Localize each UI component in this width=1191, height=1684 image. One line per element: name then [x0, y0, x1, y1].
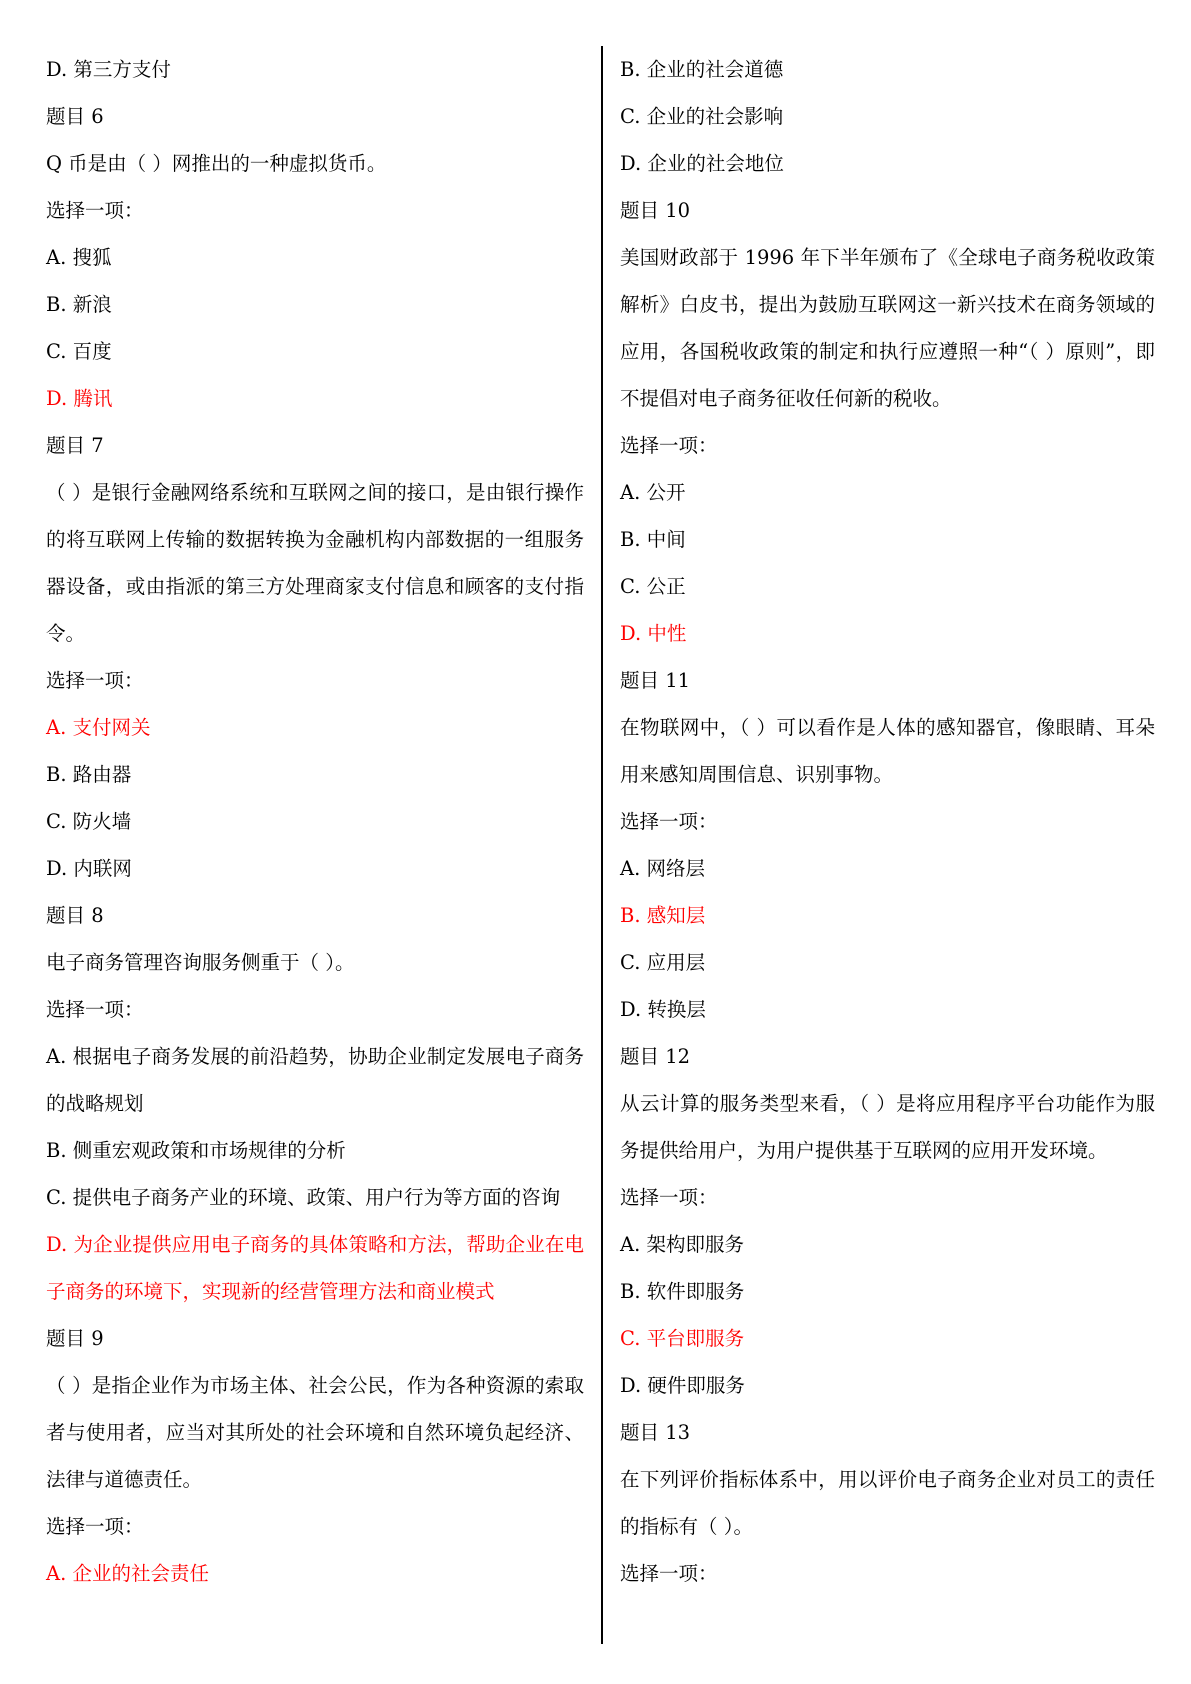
- question-heading: 题目 10: [620, 199, 691, 222]
- choose-one-label: 选择一项：: [620, 434, 718, 457]
- option-b: B. 中间: [620, 528, 686, 551]
- choose-one-label: 选择一项：: [46, 669, 144, 692]
- question-text: 美国财政部于 1996 年下半年颁布了《全球电子商务税收政策解析》白皮书，提出为鼓励互联网这一新兴技术在商务领域的应用，各国税收政策的制定和执行应遵照一种“（ ）原则”，即不提倡对电子商务征收任何新的税收。: [620, 246, 1155, 410]
- correct-answer-option-a: A. 企业的社会责任: [46, 1562, 209, 1585]
- right-column: [620, 46, 1155, 1597]
- option-c: C. 公正: [620, 575, 686, 598]
- correct-answer-option-d: D. 为企业提供应用电子商务的具体策略和方法，帮助企业在电子商务的环境下，实现新的经营管理方法和商业模式: [46, 1233, 584, 1303]
- correct-answer-option-d: D. 中性: [620, 622, 687, 645]
- question-text: Q 币是由（ ）网推出的一种虚拟货币。: [46, 152, 387, 175]
- option-b: B. 企业的社会道德: [620, 58, 784, 81]
- option-a: A. 架构即服务: [620, 1233, 744, 1256]
- option-b: B. 新浪: [46, 293, 112, 316]
- option-a: A. 搜狐: [46, 246, 112, 269]
- question-text: 在下列评价指标体系中，用以评价电子商务企业对员工的责任的指标有（ ）。: [620, 1468, 1155, 1538]
- option-d: D. 转换层: [620, 998, 706, 1021]
- column-divider: [601, 46, 603, 1644]
- question-heading: 题目 9: [46, 1327, 104, 1350]
- question-heading: 题目 13: [620, 1421, 691, 1444]
- choose-one-label: 选择一项：: [620, 1562, 718, 1585]
- question-heading: 题目 11: [620, 669, 691, 692]
- option-a: A. 根据电子商务发展的前沿趋势，协助企业制定发展电子商务的战略规划: [46, 1045, 584, 1115]
- option-d: D. 第三方支付: [46, 58, 171, 81]
- question-heading: 题目 7: [46, 434, 104, 457]
- question-text: 电子商务管理咨询服务侧重于（ ）。: [46, 951, 355, 974]
- option-b: B. 侧重宏观政策和市场规律的分析: [46, 1139, 346, 1162]
- option-a: A. 公开: [620, 481, 686, 504]
- correct-answer-option-d: D. 腾讯: [46, 387, 113, 410]
- question-text: 从云计算的服务类型来看，（ ）是将应用程序平台功能作为服务提供给用户，为用户提供基于互联网的应用开发环境。: [620, 1092, 1155, 1162]
- option-c: C. 企业的社会影响: [620, 105, 784, 128]
- left-column: [46, 46, 584, 1597]
- question-heading: 题目 8: [46, 904, 104, 927]
- option-d: D. 企业的社会地位: [620, 152, 784, 175]
- choose-one-label: 选择一项：: [46, 998, 144, 1021]
- choose-one-label: 选择一项：: [46, 199, 144, 222]
- option-c: C. 百度: [46, 340, 112, 363]
- question-text: （ ）是指企业作为市场主体、社会公民，作为各种资源的索取者与使用者，应当对其所处的社会环境和自然环境负起经济、法律与道德责任。: [46, 1374, 584, 1491]
- option-d: D. 硬件即服务: [620, 1374, 745, 1397]
- question-text: （ ）是银行金融网络系统和互联网之间的接口，是由银行操作的将互联网上传输的数据转换为金融机构内部数据的一组服务器设备，或由指派的第三方处理商家支付信息和顾客的支付指令。: [46, 481, 584, 645]
- option-d: D. 内联网: [46, 857, 132, 880]
- choose-one-label: 选择一项：: [620, 1186, 718, 1209]
- option-b: B. 路由器: [46, 763, 132, 786]
- option-c: C. 提供电子商务产业的环境、政策、用户行为等方面的咨询: [46, 1186, 561, 1209]
- option-c: C. 应用层: [620, 951, 706, 974]
- question-text: 在物联网中，（ ）可以看作是人体的感知器官，像眼睛、耳朵用来感知周围信息、识别事物。: [620, 716, 1155, 786]
- question-heading: 题目 12: [620, 1045, 691, 1068]
- choose-one-label: 选择一项：: [620, 810, 718, 833]
- correct-answer-option-a: A. 支付网关: [46, 716, 151, 739]
- choose-one-label: 选择一项：: [46, 1515, 144, 1538]
- correct-answer-option-b: B. 感知层: [620, 904, 706, 927]
- option-c: C. 防火墙: [46, 810, 132, 833]
- question-heading: 题目 6: [46, 105, 104, 128]
- option-b: B. 软件即服务: [620, 1280, 745, 1303]
- option-a: A. 网络层: [620, 857, 705, 880]
- correct-answer-option-c: C. 平台即服务: [620, 1327, 745, 1350]
